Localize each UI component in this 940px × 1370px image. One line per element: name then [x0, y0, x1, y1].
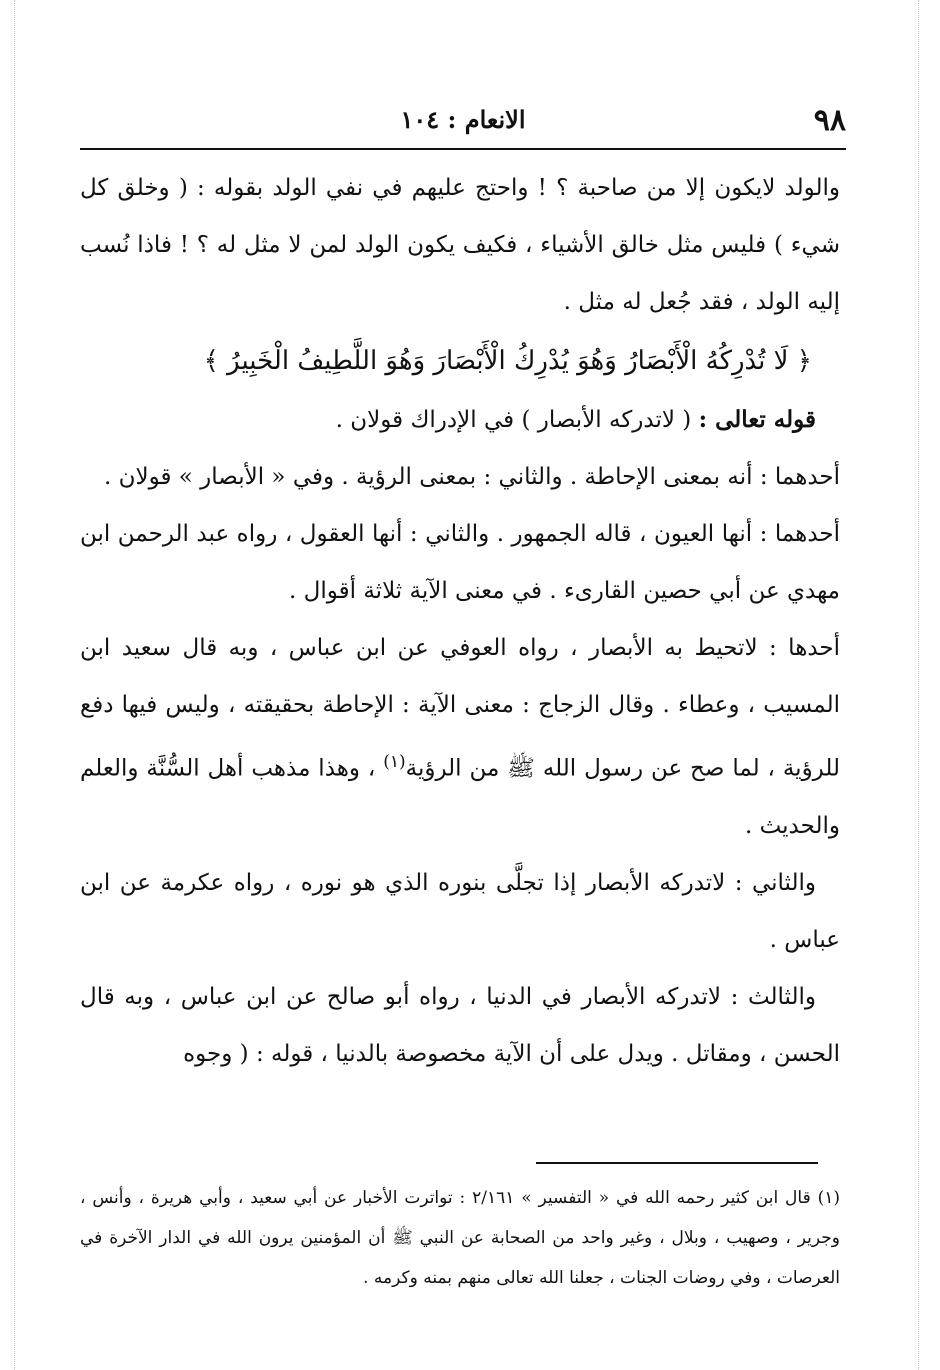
- paragraph-2-lead: قوله تعالى :: [698, 406, 816, 433]
- header-rule: [80, 148, 846, 150]
- footnote-1: [80, 1178, 840, 1298]
- main-text: [80, 160, 840, 1083]
- footnote-text: قال ابن كثير رحمه الله في « التفسير » ٢/١٦١ : تواترت الأخبار عن أبي سعيد ، وأبي هريرة ، وأنس ، وجرير ، وصهيب ، وبلال ، وغير واحد من الصحابة عن النبي ﷺ أن المؤمنين يرون الله في الدار الآخرة في العرصات ، وفي روضات الجنات ، جعلنا الله تعالى منهم بمنه وكرمه .: [80, 1188, 840, 1288]
- paragraph-2-text: ( لاتدركه الأبصار ) في الإدراك قولان .: [335, 407, 699, 433]
- paragraph-4: أحدهما : أنها العيون ، قاله الجمهور . والثاني : أنها العقول ، رواه عبد الرحمن ابن مهدي عن أبي حصين القارىء . في معنى الآية ثلاثة أقوال .: [80, 521, 840, 604]
- paragraph-5: [80, 620, 840, 855]
- paragraph-7: والثالث : لاتدركه الأبصار في الدنيا ، رواه أبو صالح عن ابن عباس ، وبه قال الحسن ، ومقاتل . ويدل على أن الآية مخصوصة بالدنيا ، قوله : ( وجوه: [80, 983, 840, 1067]
- footnote-reference: (١): [383, 752, 406, 772]
- page-header: [80, 96, 846, 146]
- paragraph-5-text-a: أحدها : لاتحيط به الأبصار ، رواه العوفي عن ابن عباس ، وبه قال سعيد ابن المسيب ، وعطاء . وقال الزجاج : معنى الآية : الإحاطة بحقيقته ، وليس فيها دفع للرؤية ، لما صح عن رسول الله ﷺ من الرؤية: [80, 635, 841, 782]
- paragraph-6: والثاني : لاتدركه الأبصار إذا تجلَّى بنوره الذي هو نوره ، رواه عكرمة عن ابن عباس .: [80, 869, 840, 953]
- footnotes: [80, 1178, 840, 1298]
- scan-edge-left: [14, 0, 15, 1370]
- footnote-rule: [536, 1162, 818, 1164]
- paragraph-5-text-b: ، وهذا مذهب أهل السُّنَّة والعلم والحديث .: [80, 755, 840, 839]
- page-number: ٩٨: [813, 103, 846, 138]
- scan-edge-right: [918, 0, 919, 1370]
- paragraph-2: [80, 391, 840, 449]
- quran-verse: ﴿ لَا تُدْرِكُهُ الْأَبْصَارُ وَهُوَ يُدْرِكُ الْأَبْصَارَ وَهُوَ اللَّطِيفُ الْخَبِيرُ ﴾: [203, 346, 812, 376]
- paragraph-3: أحدهما : أنه بمعنى الإحاطة . والثاني : بمعنى الرؤية . وفي « الأبصار » قولان .: [103, 464, 840, 490]
- running-title: الانعام : ١٠٤: [400, 105, 526, 134]
- paragraph-1: والولد لايكون إلا من صاحبة ؟ ! واحتج عليهم في نفي الولد بقوله : ( وخلق كل شيء ) فليس مثل خالق الأشياء ، فكيف يكون الولد لمن لا مثل له ؟ ! فاذا نُسب إليه الولد ، فقد جُعل له مثل .: [80, 175, 840, 315]
- footnote-marker: (١): [817, 1188, 840, 1208]
